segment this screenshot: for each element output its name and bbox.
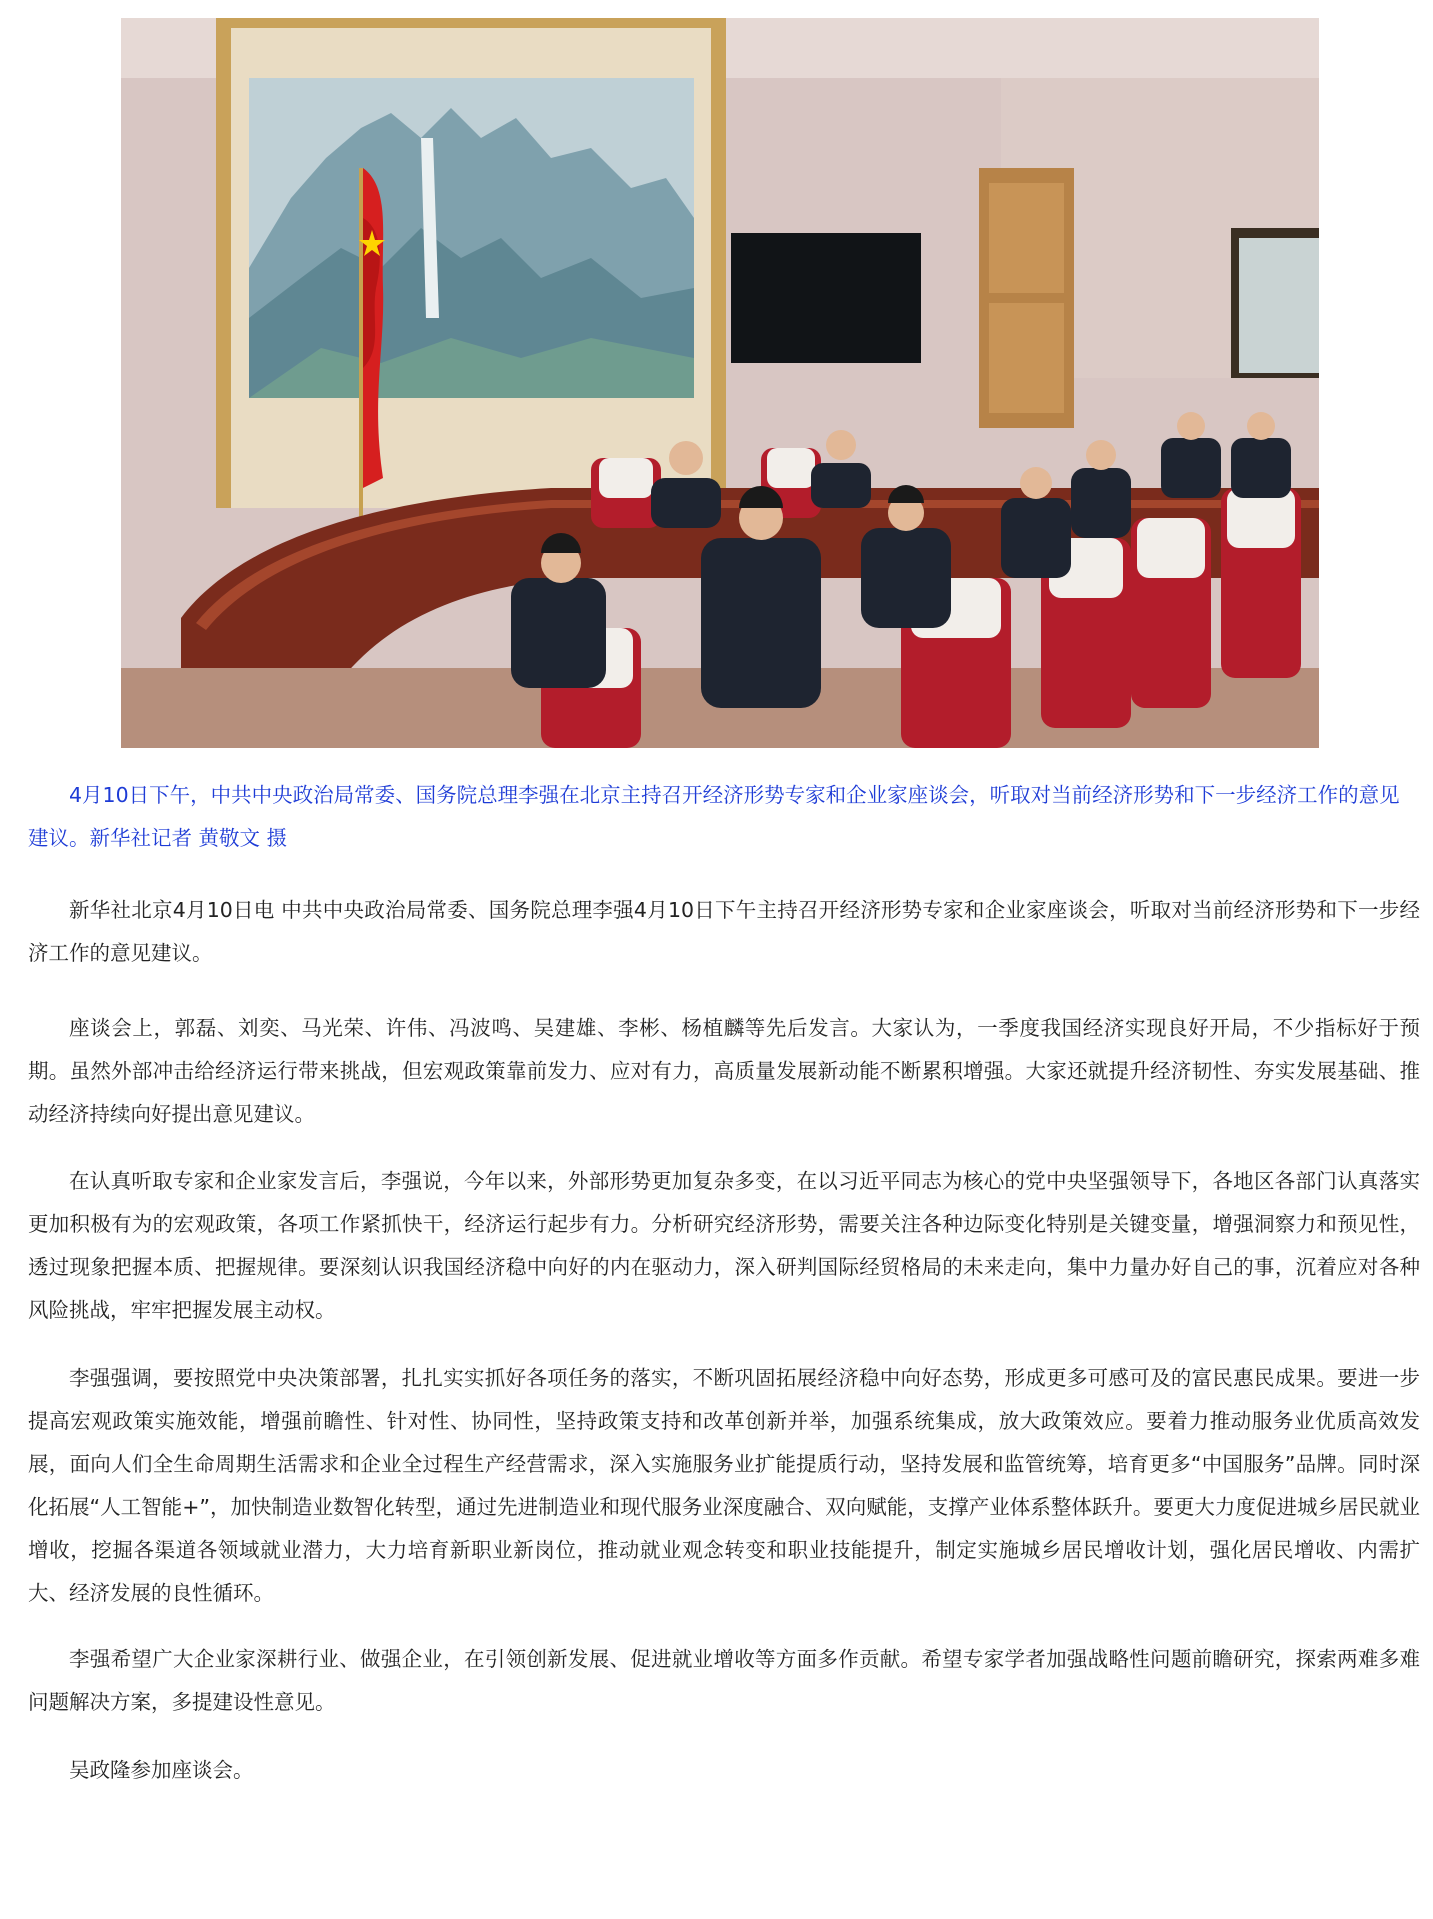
article-paragraph: 李强强调，要按照党中央决策部署，扎扎实实抓好各项任务的落实，不断巩固拓展经济稳中向好态势，形成更多可感可及的富民惠民成果。要进一步提高宏观政策实施效能，增强前瞻性、针对性、协同性，坚持政策支持和改革创新并举，加强系统集成，放大政策效应。要着力推动服务业优质高效发展，面向人们全生命周期生活需求和企业全过程生产经营需求，深入实施服务业扩能提质行动，坚持发展和监管统筹，培育更多“中国服务”品牌。同时深化拓展“人工智能+”，加快制造业数智化转型，通过先进制造业和现代服务业深度融合、双向赋能，支撑产业体系整体跃升。要更大力度促进城乡居民就业增收，挖掘各渠道各领域就业潜力，大力培育新职业新岗位，推动就业观念转变和职业技能提升，制定实施城乡居民增收计划，强化居民增收、内需扩大、经济发展的良性循环。 — [28, 1366, 1420, 1605]
article-paragraph: 在认真听取专家和企业家发言后，李强说，今年以来，外部形势更加复杂多变，在以习近平同志为核心的党中央坚强领导下，各地区各部门认真落实更加积极有为的宏观政策，各项工作紧抓快干，经济运行起步有力。分析研究经济形势，需要关注各种边际变化特别是关键变量，增强洞察力和预见性，透过现象把握本质、把握规律。要深刻认识我国经济稳中向好的内在驱动力，深入研判国际经贸格局的未来走向，集中力量办好自己的事，沉着应对各种风险挑战，牢牢把握发展主动权。 — [28, 1169, 1420, 1322]
article-paragraph: 吴政隆参加座谈会。 — [69, 1758, 254, 1782]
article-paragraph: 李强希望广大企业家深耕行业、做强企业，在引领创新发展、促进就业增收等方面多作贡献。希望专家学者加强战略性问题前瞻研究，探索两难多难问题解决方案，多提建设性意见。 — [28, 1647, 1420, 1714]
news-photo — [121, 18, 1319, 748]
article-paragraph: 新华社北京4月10日电 中共中央政治局常委、国务院总理李强4月10日下午主持召开经济形势专家和企业家座谈会，听取对当前经济形势和下一步经济工作的意见建议。 — [28, 898, 1420, 965]
photo-caption: 4月10日下午，中共中央政治局常委、国务院总理李强在北京主持召开经济形势专家和企业家座谈会，听取对当前经济形势和下一步经济工作的意见建议。新华社记者 黄敬文 摄 — [28, 783, 1400, 850]
article-paragraph: 座谈会上，郭磊、刘奕、马光荣、许伟、冯波鸣、吴建雄、李彬、杨植麟等先后发言。大家认为，一季度我国经济实现良好开局，不少指标好于预期。虽然外部冲击给经济运行带来挑战，但宏观政策靠前发力、应对有力，高质量发展新动能不断累积增强。大家还就提升经济韧性、夯实发展基础、推动经济持续向好提出意见建议。 — [28, 1016, 1420, 1126]
